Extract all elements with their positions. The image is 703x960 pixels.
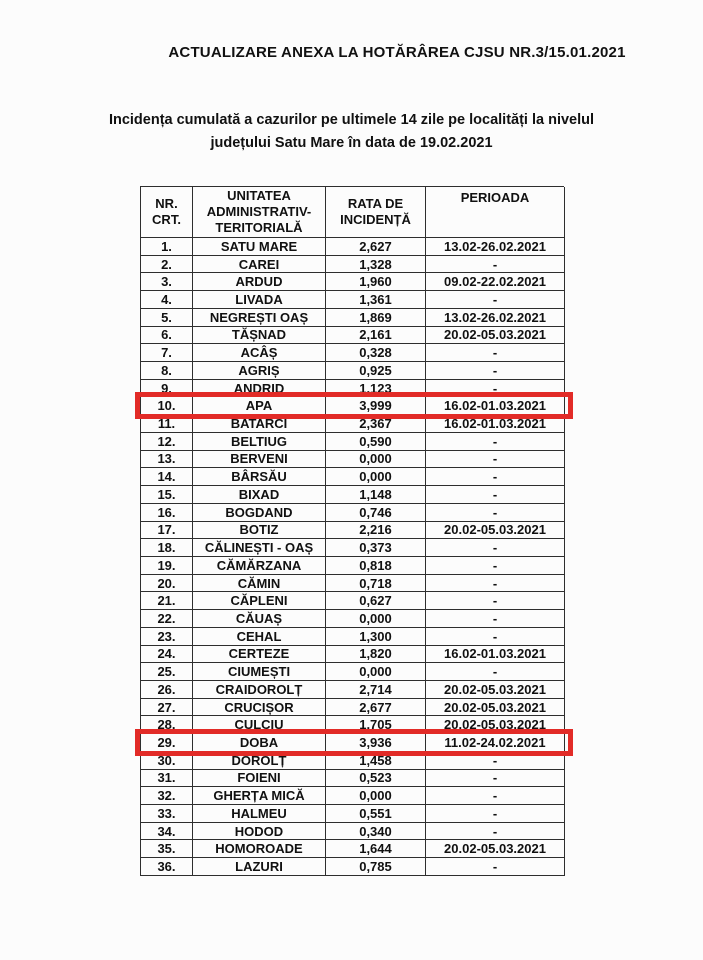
cell-period: 20.02-05.03.2021 [426,522,565,540]
cell-nr-crt: 20. [141,575,193,593]
table-row [141,699,564,717]
cell-locality: APA [193,397,326,415]
cell-rate: 3,936 [326,734,426,752]
cell-locality: GHERȚA MICĂ [193,787,326,805]
cell-locality: CEHAL [193,628,326,646]
cell-rate: 2,677 [326,699,426,717]
table-row [141,468,564,486]
cell-period: - [426,787,565,805]
cell-period: - [426,575,565,593]
cell-locality: DOBA [193,734,326,752]
cell-locality: CRUCIȘOR [193,699,326,717]
cell-rate: 0,590 [326,433,426,451]
document-title: ACTUALIZARE ANEXA LA HOTĂRÂREA CJSU NR.3/15.01.2021 [168,44,626,61]
cell-nr-crt: 26. [141,681,193,699]
cell-rate: 0,551 [326,805,426,823]
table-row [141,362,564,380]
cell-period: 20.02-05.03.2021 [426,716,565,734]
cell-nr-crt: 16. [141,504,193,522]
cell-rate: 2,161 [326,327,426,345]
table-body [141,238,564,876]
cell-rate: 0,785 [326,858,426,876]
table-row [141,256,564,274]
table-row [141,610,564,628]
cell-rate: 0,718 [326,575,426,593]
cell-rate: 0,523 [326,770,426,788]
cell-period: - [426,256,565,274]
table-row [141,681,564,699]
cell-period: - [426,362,565,380]
table-row [141,291,564,309]
table-row [141,327,564,345]
subtitle-line-2: județului Satu Mare în data de 19.02.2021 [210,135,493,151]
header-rata-de-incidenta: RATA DE INCIDENȚĂ [326,187,426,238]
table-row [141,309,564,327]
cell-nr-crt: 34. [141,823,193,841]
cell-period: 13.02-26.02.2021 [426,238,565,256]
cell-locality: AGRIȘ [193,362,326,380]
cell-period: 20.02-05.03.2021 [426,699,565,717]
cell-rate: 0,373 [326,539,426,557]
cell-period: - [426,486,565,504]
table-row [141,344,564,362]
cell-rate: 1,458 [326,752,426,770]
cell-locality: ANDRID [193,380,326,398]
cell-rate: 0,818 [326,557,426,575]
cell-nr-crt: 27. [141,699,193,717]
cell-locality: CĂMIN [193,575,326,593]
table-row [141,575,564,593]
cell-nr-crt: 22. [141,610,193,628]
cell-rate: 0,746 [326,504,426,522]
cell-locality: DOROLȚ [193,752,326,770]
cell-locality: BÂRSĂU [193,468,326,486]
table-row [141,451,564,469]
incidence-table [140,186,564,876]
cell-locality: CĂPLENI [193,592,326,610]
cell-rate: 1,123 [326,380,426,398]
cell-nr-crt: 31. [141,770,193,788]
cell-locality: CRAIDOROLȚ [193,681,326,699]
cell-period: 13.02-26.02.2021 [426,309,565,327]
cell-locality: BELTIUG [193,433,326,451]
cell-rate: 2,714 [326,681,426,699]
table-row [141,716,564,734]
cell-rate: 0,000 [326,663,426,681]
cell-rate: 0,000 [326,610,426,628]
cell-rate: 0,627 [326,592,426,610]
table-row [141,486,564,504]
cell-period: - [426,451,565,469]
cell-period: - [426,504,565,522]
cell-period: 20.02-05.03.2021 [426,327,565,345]
subtitle-line-1: Incidența cumulată a cazurilor pe ultimele 14 zile pe localități la nivelul [108,112,595,128]
cell-period: - [426,628,565,646]
table-row [141,646,564,664]
cell-locality: BERVENI [193,451,326,469]
table-row [141,734,564,752]
cell-locality: CĂMĂRZANA [193,557,326,575]
cell-rate: 2,627 [326,238,426,256]
cell-rate: 1,869 [326,309,426,327]
cell-nr-crt: 21. [141,592,193,610]
cell-nr-crt: 29. [141,734,193,752]
cell-locality: HALMEU [193,805,326,823]
cell-locality: NEGREȘTI OAȘ [193,309,326,327]
cell-nr-crt: 6. [141,327,193,345]
cell-nr-crt: 14. [141,468,193,486]
cell-locality: BATARCI [193,415,326,433]
cell-locality: HOMOROADE [193,840,326,858]
table-row [141,823,564,841]
cell-period: 16.02-01.03.2021 [426,397,565,415]
cell-rate: 0,000 [326,451,426,469]
cell-locality: BOTIZ [193,522,326,540]
table-row [141,397,564,415]
cell-locality: SATU MARE [193,238,326,256]
cell-nr-crt: 2. [141,256,193,274]
cell-locality: CĂUAȘ [193,610,326,628]
table-row [141,522,564,540]
cell-rate: 0,328 [326,344,426,362]
cell-rate: 1,328 [326,256,426,274]
cell-nr-crt: 36. [141,858,193,876]
cell-locality: ARDUD [193,273,326,291]
cell-period: - [426,592,565,610]
cell-nr-crt: 15. [141,486,193,504]
cell-period: - [426,291,565,309]
cell-nr-crt: 13. [141,451,193,469]
header-nr-crt: NR. CRT. [141,187,193,238]
cell-locality: TĂȘNAD [193,327,326,345]
cell-locality: CERTEZE [193,646,326,664]
cell-period: - [426,752,565,770]
table-row [141,840,564,858]
cell-period: - [426,805,565,823]
cell-locality: LIVADA [193,291,326,309]
cell-period: - [426,380,565,398]
table-row [141,504,564,522]
cell-locality: CIUMEȘTI [193,663,326,681]
cell-period: - [426,770,565,788]
cell-period: - [426,610,565,628]
cell-rate: 3,999 [326,397,426,415]
cell-nr-crt: 33. [141,805,193,823]
cell-period: 20.02-05.03.2021 [426,840,565,858]
cell-nr-crt: 28. [141,716,193,734]
cell-locality: CAREI [193,256,326,274]
cell-rate: 1,644 [326,840,426,858]
cell-rate: 0,340 [326,823,426,841]
cell-nr-crt: 9. [141,380,193,398]
table-row [141,557,564,575]
cell-period: - [426,433,565,451]
table-row [141,787,564,805]
cell-nr-crt: 7. [141,344,193,362]
cell-locality: CĂLINEȘTI - OAȘ [193,539,326,557]
table-row [141,752,564,770]
table-row [141,273,564,291]
table-row [141,805,564,823]
cell-locality: BIXAD [193,486,326,504]
table-row [141,238,564,256]
cell-rate: 0,925 [326,362,426,380]
table-row [141,663,564,681]
cell-period: - [426,344,565,362]
cell-nr-crt: 4. [141,291,193,309]
cell-nr-crt: 5. [141,309,193,327]
cell-nr-crt: 23. [141,628,193,646]
cell-rate: 1,705 [326,716,426,734]
header-unitatea-administrativ-teritoriala: UNITATEA ADMINISTRATIV-TERITORIALĂ [193,187,326,238]
table-row [141,770,564,788]
cell-rate: 0,000 [326,787,426,805]
cell-period: - [426,663,565,681]
cell-rate: 1,820 [326,646,426,664]
cell-rate: 1,300 [326,628,426,646]
cell-period: - [426,557,565,575]
cell-rate: 1,148 [326,486,426,504]
cell-rate: 1,960 [326,273,426,291]
table-row [141,592,564,610]
cell-nr-crt: 19. [141,557,193,575]
cell-locality: FOIENI [193,770,326,788]
cell-nr-crt: 1. [141,238,193,256]
cell-nr-crt: 3. [141,273,193,291]
table-row [141,539,564,557]
table-row [141,380,564,398]
cell-nr-crt: 25. [141,663,193,681]
cell-locality: ACÂȘ [193,344,326,362]
cell-period: - [426,539,565,557]
cell-rate: 1,361 [326,291,426,309]
table-row [141,628,564,646]
table-header-row [141,187,564,238]
table-row [141,415,564,433]
cell-nr-crt: 32. [141,787,193,805]
cell-nr-crt: 11. [141,415,193,433]
table-row [141,858,564,876]
cell-period: - [426,823,565,841]
cell-rate: 0,000 [326,468,426,486]
table-row [141,433,564,451]
cell-nr-crt: 12. [141,433,193,451]
cell-nr-crt: 8. [141,362,193,380]
cell-nr-crt: 24. [141,646,193,664]
cell-nr-crt: 17. [141,522,193,540]
cell-rate: 2,367 [326,415,426,433]
cell-period: 20.02-05.03.2021 [426,681,565,699]
cell-period: 11.02-24.02.2021 [426,734,565,752]
cell-period: - [426,468,565,486]
cell-nr-crt: 30. [141,752,193,770]
cell-nr-crt: 10. [141,397,193,415]
cell-period: 16.02-01.03.2021 [426,415,565,433]
cell-nr-crt: 18. [141,539,193,557]
cell-locality: BOGDAND [193,504,326,522]
cell-locality: HODOD [193,823,326,841]
document-subtitle [0,109,703,155]
cell-locality: LAZURI [193,858,326,876]
cell-rate: 2,216 [326,522,426,540]
cell-period: 09.02-22.02.2021 [426,273,565,291]
cell-locality: CULCIU [193,716,326,734]
cell-period: 16.02-01.03.2021 [426,646,565,664]
header-perioada: PERIOADA [426,187,565,238]
cell-nr-crt: 35. [141,840,193,858]
cell-period: - [426,858,565,876]
